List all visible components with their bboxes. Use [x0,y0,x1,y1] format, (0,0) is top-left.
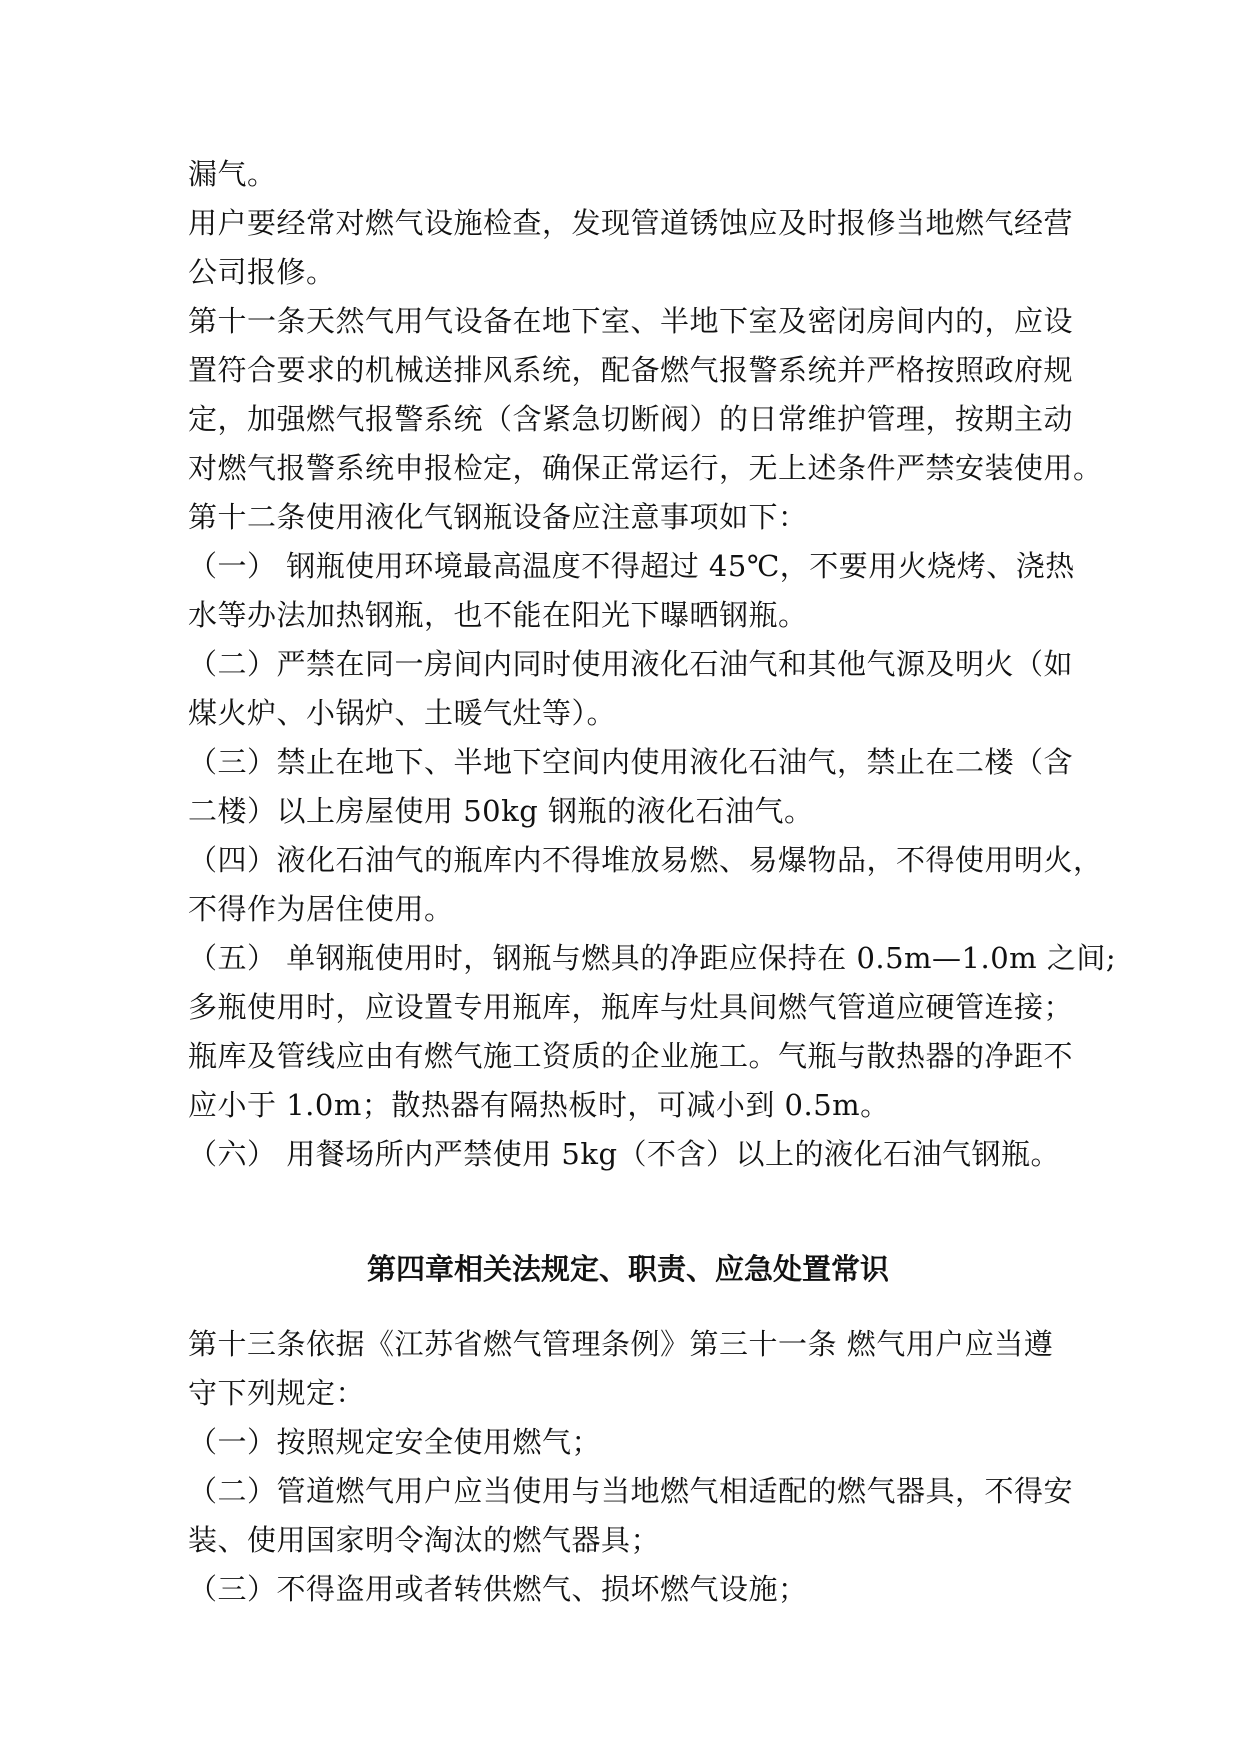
text-line: 漏气。 [188,157,277,191]
text-line: 瓶库及管线应由有燃气施工资质的企业施工。气瓶与散热器的净距不 [188,1039,1074,1073]
section-gap [188,1179,1068,1245]
text-line: 公司报修。 [188,255,336,289]
text-line: 二楼）以上房屋使用 50kg 钢瓶的液化石油气。 [188,794,814,828]
text-line: 水等办法加热钢瓶，也不能在阳光下曝晒钢瓶。 [188,598,808,632]
text-line: （四）液化石油气的瓶库内不得堆放易燃、易爆物品，不得使用明火， [188,843,1103,877]
text-line: 应小于 1.0m；散热器有隔热板时，可减小到 0.5m。 [188,1088,890,1122]
text-line: 守下列规定： [188,1376,366,1410]
text-line: （一）按照规定安全使用燃气； [188,1425,602,1459]
text-line: 第十二条使用液化气钢瓶设备应注意事项如下： [188,500,808,534]
text-line: 第十三条依据《江苏省燃气管理条例》第三十一条 燃气用户应当遵 [188,1327,1054,1361]
text-line: （三）不得盗用或者转供燃气、损坏燃气设施； [188,1572,808,1606]
text-line: 多瓶使用时，应设置专用瓶库，瓶库与灶具间燃气管道应硬管连接； [188,990,1074,1024]
text-line: 装、使用国家明令淘汰的燃气器具； [188,1523,661,1557]
text-line: 第十一条天然气用气设备在地下室、半地下室及密闭房间内的，应设 [188,304,1074,338]
chapter-heading: 第四章相关法规定、职责、应急处置常识 [366,1252,889,1286]
text-line: 对燃气报警系统申报检定，确保正常运行，无上述条件严禁安装使用。 [188,451,1103,485]
text-line: 用户要经常对燃气设施检查，发现管道锈蚀应及时报修当地燃气经营 [188,206,1074,240]
text-line: （一） 钢瓶使用环境最高温度不得超过 45℃，不要用火烧烤、浇热 [188,549,1075,583]
text-line: 不得作为居住使用。 [188,892,454,926]
text-line: 定，加强燃气报警系统（含紧急切断阀）的日常维护管理，按期主动 [188,402,1074,436]
text-line: （五） 单钢瓶使用时，钢瓶与燃具的净距应保持在 0.5m—1.0m 之间; [188,941,1117,975]
body-text-bottom [188,1320,1074,1614]
text-line: （六） 用餐场所内严禁使用 5kg（不含）以上的液化石油气钢瓶。 [188,1137,1061,1171]
text-line: 置符合要求的机械送排风系统，配备燃气报警系统并严格按照政府规 [188,353,1074,387]
text-line: （二）管道燃气用户应当使用与当地燃气相适配的燃气器具，不得安 [188,1474,1074,1508]
text-line: （三）禁止在地下、半地下空间内使用液化石油气，禁止在二楼（含 [188,745,1074,779]
text-line: 煤火炉、小锅炉、土暖气灶等）。 [188,696,617,730]
body-text-top [188,150,1117,1179]
text-line: （二）严禁在同一房间内同时使用液化石油气和其他气源及明火（如 [188,647,1074,681]
document-page [188,150,1117,1614]
